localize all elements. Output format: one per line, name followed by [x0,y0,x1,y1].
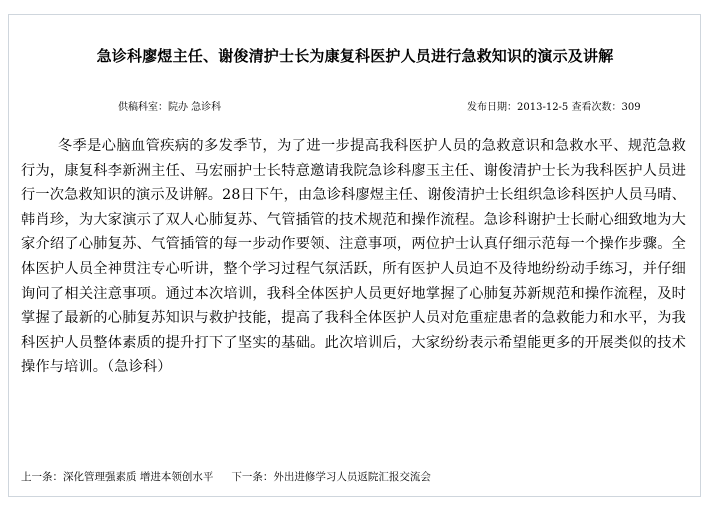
article-publish-info: 发布日期：2013-12-5 查看次数：309 [467,102,641,113]
next-article-group [231,471,431,483]
next-article-label: 下一条： [231,471,274,483]
article-title: 急诊科廖煜主任、谢俊清护士长为康复科医护人员进行急救知识的演示及讲解 [96,47,614,65]
prev-article-label: 上一条： [21,471,63,483]
article-navigation [21,470,431,484]
prev-article-link[interactable]: 深化管理强素质 增进本领创水平 [63,471,214,483]
next-article-link[interactable]: 外出进修学习人员返院汇报交流会 [273,471,431,483]
article-body: 冬季是心脑血管疾病的多发季节，为了进一步提高我科医护人员的急救意识和急救水平、规范急救行为，康复科李新洲主任、马宏丽护士长特意邀请我院急诊科廖玉主任、谢俊清护士长为我科医护人员进行一次急救知识的演示及讲解。28日下午，由急诊科廖煜主任、谢俊清护士长组织急诊科医护人员马晴、韩肖珍，为大家演示了双人心肺复苏、气管插管的技术规范和操作流程。急诊科谢护士长耐心细致地为大家介绍了心肺复苏、气管插管的每一步动作要领、注意事项，两位护士认真仔细示范每一个操作步骤。全体医护人员全神贯注专心听讲，整个学习过程气氛活跃，所有医护人员迫不及待地纷纷动手练习，并仔细询问了相关注意事项。通过本次培训，我科全体医护人员更好地掌握了心肺复苏新规范和操作流程，及时掌握了最新的心肺复苏知识与救护技能，提高了我科全体医护人员对危重症患者的急救能力和水平，为我科医护人员整体素质的提升打下了坚实的基础。此次培训后，大家纷纷表示希望能更多的开展类似的技术操作与培训。（急诊科） [21,138,686,376]
article-source: 供稿科室：院办 急诊科 [118,102,222,113]
